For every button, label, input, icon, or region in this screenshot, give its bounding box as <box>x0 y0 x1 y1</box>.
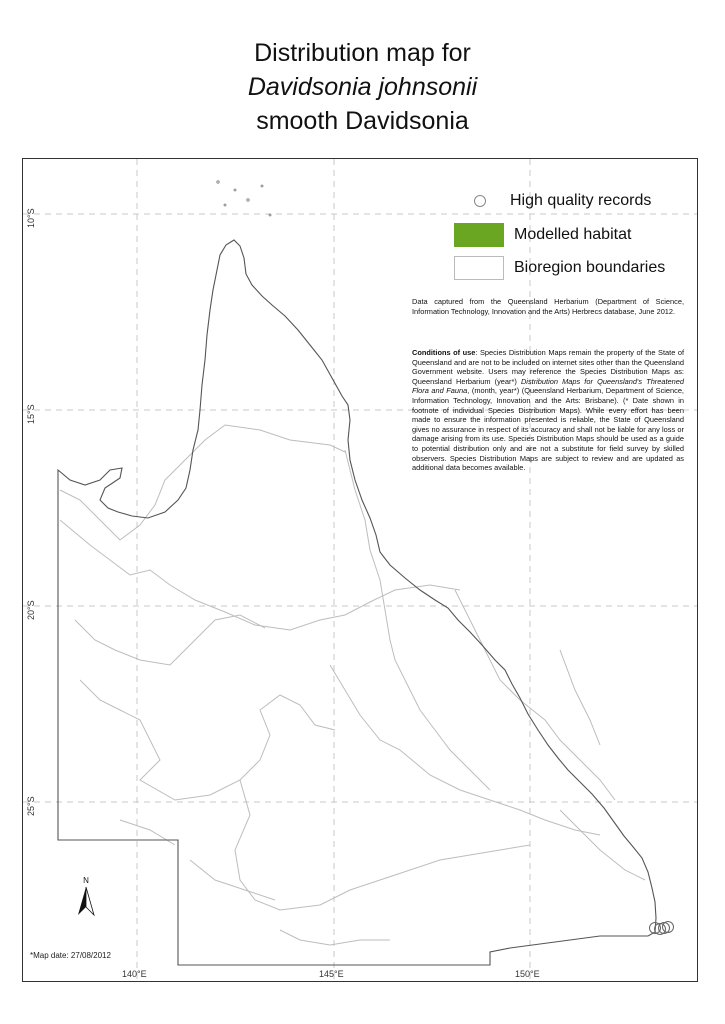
record-point <box>663 922 674 933</box>
record-circle-icon <box>474 195 486 207</box>
conditions-of-use-note <box>412 348 684 473</box>
bioregion-swatch-icon <box>454 256 504 280</box>
bioregion-boundaries <box>60 425 645 945</box>
title-common-name: smooth Davidsonia <box>256 107 469 135</box>
title-species-name: Davidsonia johnsonii <box>247 73 478 101</box>
legend-bioregion <box>454 256 665 280</box>
conditions-publication: Distribution Maps for Queensland's Threatened Flora and Fauna <box>412 376 684 396</box>
legend-high-quality-label: High quality records <box>510 192 652 209</box>
legend-bioregion-label: Bioregion boundaries <box>514 259 666 276</box>
conditions-heading: Conditions of use <box>412 348 476 357</box>
data-source-note: Data captured from the Queensland Herbarium (Department of Science, Information Technology, Innovation and the Arts) Herbrecs database, June 2012. <box>412 297 684 316</box>
torres-strait-islands <box>217 181 271 216</box>
north-label: N <box>83 876 89 885</box>
lon-label-145e: 145°E <box>319 969 344 979</box>
legend-modelled-habitat <box>454 223 631 247</box>
map-date: *Map date: 27/08/2012 <box>30 951 111 960</box>
lon-label-140e: 140°E <box>122 969 147 979</box>
title-line-1: Distribution map for <box>254 39 471 67</box>
lon-label-150e: 150°E <box>515 969 540 979</box>
conditions-text-2: , (month, year*) (Queensland Herbarium, Department of Science, Information Technology, Innovation and the Arts: Brisbane). (* Date shown in footnote of individual Species Distribution Maps). While every effort has been made to ensure the information presented is reliable, the State of Queensland gives no assurance in respect of its accuracy and shall not be liable for any loss or damage arising from its use. Species Distribution Maps should be used as a guide to potential distribution only and are not a substitute for field survey by skilled observers. Species Distribution Maps are subject to review and are updated as additional data becomes available. <box>412 386 684 473</box>
habitat-swatch-icon <box>454 223 504 247</box>
north-arrow-icon <box>75 875 97 919</box>
lat-label-10s: 10°S <box>26 208 36 228</box>
legend-modelled-habitat-label: Modelled habitat <box>514 226 632 243</box>
lat-label-25s: 25°S <box>26 796 36 816</box>
lat-label-20s: 20°S <box>26 600 36 620</box>
conditions-text-1: : Species Distribution Maps remain the property of the State of Queensland and are not to be included on internet sites other than the Queensland Government website. Users may reference the Species Distribution Maps as: Queensland Herbarium (year*) <box>412 348 685 386</box>
legend-high-quality <box>454 192 651 210</box>
lat-label-15s: 15°S <box>26 404 36 424</box>
